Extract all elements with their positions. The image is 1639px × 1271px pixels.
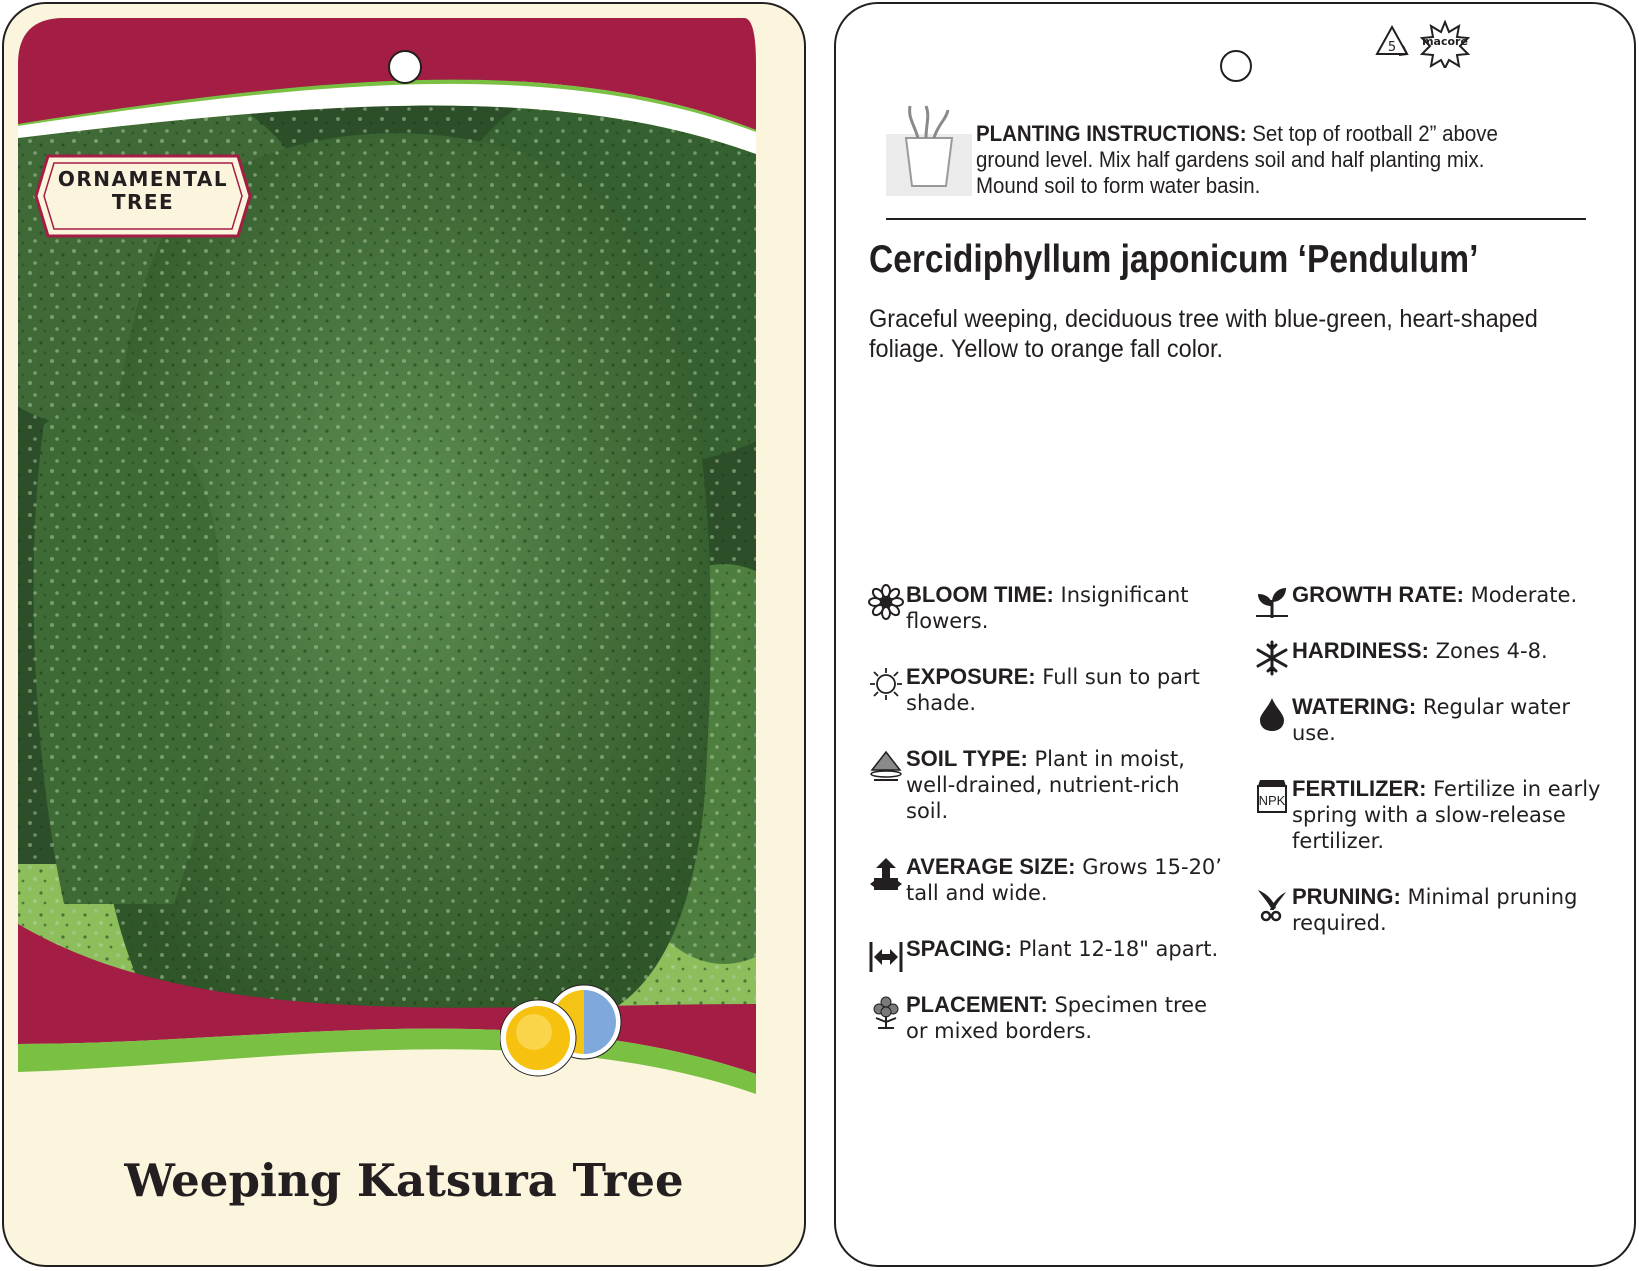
badge-line-2: TREE [111, 190, 175, 214]
hang-hole [388, 50, 422, 84]
water-drop-icon [1254, 696, 1290, 732]
planting-text: Set top of rootball 2” above ground level. Mix half gardens soil and half planting mix. Mound soil to form water basin. [976, 121, 1498, 198]
spacing-arrows-icon [868, 938, 904, 974]
care-value: Plant in moist, well-drained, nutrient-rich soil. [906, 747, 1185, 823]
soil-icon [868, 748, 904, 784]
front-tag [2, 2, 806, 1267]
care-label: EXPOSURE: [906, 664, 1036, 689]
care-value: Plant 12-18" apart. [1011, 937, 1219, 961]
care-label: HARDINESS: [1292, 638, 1429, 663]
category-badge [34, 154, 252, 238]
care-label: PLACEMENT: [906, 992, 1048, 1017]
growth-sprout-icon [1254, 584, 1290, 620]
care-value: Moderate. [1463, 583, 1578, 607]
pruning-shears-icon [1254, 886, 1290, 922]
planting-instructions [976, 121, 1553, 199]
care-value: Minimal pruning required. [1292, 885, 1578, 935]
care-label: AVERAGE SIZE: [906, 854, 1076, 879]
sun-outline-icon [868, 666, 904, 702]
back-tag [834, 2, 1636, 1267]
placement-plant-icon [868, 994, 904, 1030]
care-value: Insignificant flowers. [906, 583, 1189, 633]
care-value: Full sun to part shade. [906, 665, 1200, 715]
care-value: Regular water use. [1292, 695, 1570, 745]
sun-icon [500, 1000, 576, 1076]
height-arrows-icon [868, 856, 904, 892]
svg-text:NPK: NPK [1258, 793, 1286, 808]
flower-icon [868, 584, 904, 620]
snowflake-icon [1254, 640, 1290, 676]
divider [886, 218, 1586, 220]
care-value: Zones 4-8. [1428, 639, 1548, 663]
planting-pot-icon [886, 104, 972, 196]
botanical-name: Cercidiphyllum japonicum ‘Pendulum’ [869, 238, 1479, 281]
care-value: Specimen tree or mixed borders. [906, 993, 1208, 1043]
exposure-icons [500, 982, 638, 1078]
care-label: GROWTH RATE: [1292, 582, 1464, 607]
care-label: BLOOM TIME: [906, 582, 1054, 607]
care-label: SOIL TYPE: [906, 746, 1028, 771]
care-label: FERTILIZER: [1292, 776, 1427, 801]
care-label: PRUNING: [1292, 884, 1401, 909]
hang-hole [1220, 50, 1252, 82]
svg-text:5: 5 [1387, 40, 1397, 55]
recycle-icon [1373, 24, 1411, 62]
care-label: SPACING: [906, 936, 1012, 961]
macore-brand: macore [1422, 35, 1468, 48]
planting-label: PLANTING INSTRUCTIONS: [976, 121, 1247, 146]
care-label: WATERING: [1292, 694, 1417, 719]
plant-description: Graceful weeping, deciduous tree with blue-green, heart-shaped foliage. Yellow to orange fall color. [869, 305, 1538, 363]
care-value: Grows 15-20’ tall and wide. [906, 855, 1222, 905]
common-name: Weeping Katsura Tree [124, 1154, 684, 1207]
badge-line-1: ORNAMENTAL [57, 167, 229, 191]
npk-fertilizer-icon [1254, 778, 1290, 814]
care-value: Fertilize in early spring with a slow-release fertilizer. [1292, 777, 1601, 853]
